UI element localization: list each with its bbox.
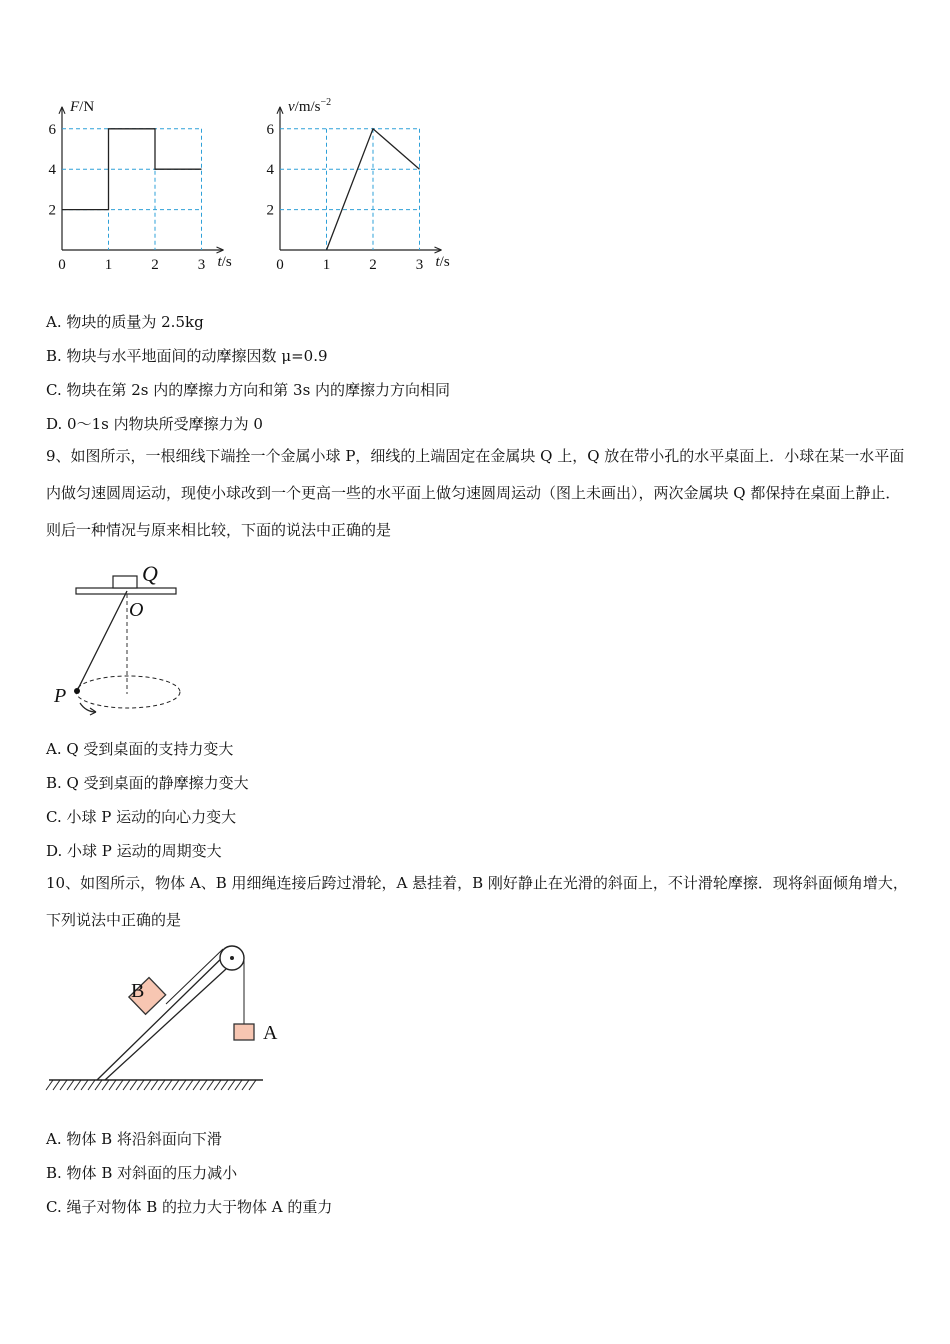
ground-hatch [95,1080,102,1090]
q8-option-d: D. 0～1s 内物块所受摩擦力为 0 [46,415,263,433]
x-tick-label: 2 [369,257,377,273]
q9-option-b: B. Q 受到桌面的静摩擦力变大 [46,774,249,792]
series-line [327,129,420,250]
ground-hatch [60,1080,67,1090]
ground-hatch [88,1080,95,1090]
q9-option-c: C. 小球 P 运动的向心力变大 [46,808,237,826]
ground-hatch [235,1080,242,1090]
ball-p [74,688,80,694]
q10-incline-figure [45,938,295,1098]
ground-hatch [165,1080,172,1090]
q9-option-d: D. 小球 P 运动的周期变大 [46,842,222,860]
label-p: P [54,685,67,707]
ground-hatch [46,1080,53,1090]
block-q [113,576,137,588]
x-tick-label: 3 [197,257,206,273]
ground-hatch [221,1080,228,1090]
ground-hatch [81,1080,88,1090]
ground-hatch [151,1080,158,1090]
q8-option-c: C. 物块在第 2s 内的摩擦力方向和第 3s 内的摩擦力方向相同 [46,381,451,399]
ground-hatch [53,1080,60,1090]
q10-option-a: A. 物体 B 将沿斜面向下滑 [46,1130,222,1148]
ground-hatch [179,1080,186,1090]
label-q: Q [142,561,158,586]
q10-stem: 10、如图所示，物体 A、B 用细绳连接后跨过滑轮，A 悬挂着，B 刚好静止在光滑的斜面上，不计滑轮摩擦．现将斜面倾角增大，下列说法中正确的是 [46,874,908,929]
ground-hatch [158,1080,165,1090]
incline-bottom [105,958,238,1080]
ground-hatch [186,1080,193,1090]
ground-hatch [67,1080,74,1090]
ground-hatch [144,1080,151,1090]
label-a: A [263,1022,278,1044]
ground-hatch [102,1080,109,1090]
x-tick-label: 2 [151,257,159,273]
q10-option-c: C. 绳子对物体 B 的拉力大于物体 A 的重力 [46,1198,333,1216]
ground-hatch [214,1080,221,1090]
y-tick-label: 6 [48,121,56,138]
y-tick-label: 4 [266,162,274,179]
y-tick-label: 6 [266,121,274,138]
q9-stem: 9、如图所示，一根细线下端拴一个金属小球 P，细线的上端固定在金属块 Q 上，Q 放在带小孔的水平桌面上．小球在某一水平面内做匀速圆周运动，现使小球改到一个更高一些的水平面上做匀速圆周运动（图上未画出），两次金属块 Q 都保持在桌面上静止．则后一种情况与原来相比较，下面的说法中正确的是 [46,447,905,539]
q8-option-b: B. 物块与水平地面间的动摩擦因数 μ=0.9 [46,347,328,365]
velocity-time-chart [258,95,463,280]
label-o: O [129,599,144,621]
y-axis-label: $v/m/s^{-2}$ [288,96,332,115]
series-line [62,129,202,210]
ground-hatch [137,1080,144,1090]
x-axis-label: t/s [217,254,232,270]
ground-hatch [116,1080,123,1090]
label-b: B [131,980,145,1002]
q9-option-a: A. Q 受到桌面的支持力变大 [46,740,234,758]
incline-top [97,950,230,1080]
x-tick-label: 3 [415,257,424,273]
x-axis-label: t/s [435,254,450,270]
x-tick-label: 0 [276,257,284,273]
y-tick-label: 2 [48,202,56,219]
y-axis-label: F/N [70,98,95,115]
ground-hatch [193,1080,200,1090]
ground-hatch [200,1080,207,1090]
q9-pendulum-figure [50,560,210,720]
ground-hatch [249,1080,256,1090]
ground-hatch [74,1080,81,1090]
block-a [234,1024,254,1040]
x-tick-label: 1 [104,257,113,273]
ground-hatch [242,1080,249,1090]
q8-option-a: A. 物块的质量为 2.5kg [46,313,204,331]
ground-hatch [123,1080,130,1090]
ground-hatch [207,1080,214,1090]
ground-hatch [130,1080,137,1090]
y-tick-label: 2 [266,202,274,219]
q10-option-b: B. 物体 B 对斜面的压力减小 [46,1164,238,1182]
circular-path [76,676,180,708]
x-tick-label: 0 [58,257,66,273]
ground-hatch [228,1080,235,1090]
ground-hatch [172,1080,179,1090]
force-time-chart [40,95,245,280]
ground-hatch [109,1080,116,1090]
x-tick-label: 1 [322,257,331,273]
rope-to-b [166,949,223,1004]
y-tick-label: 4 [48,162,56,179]
